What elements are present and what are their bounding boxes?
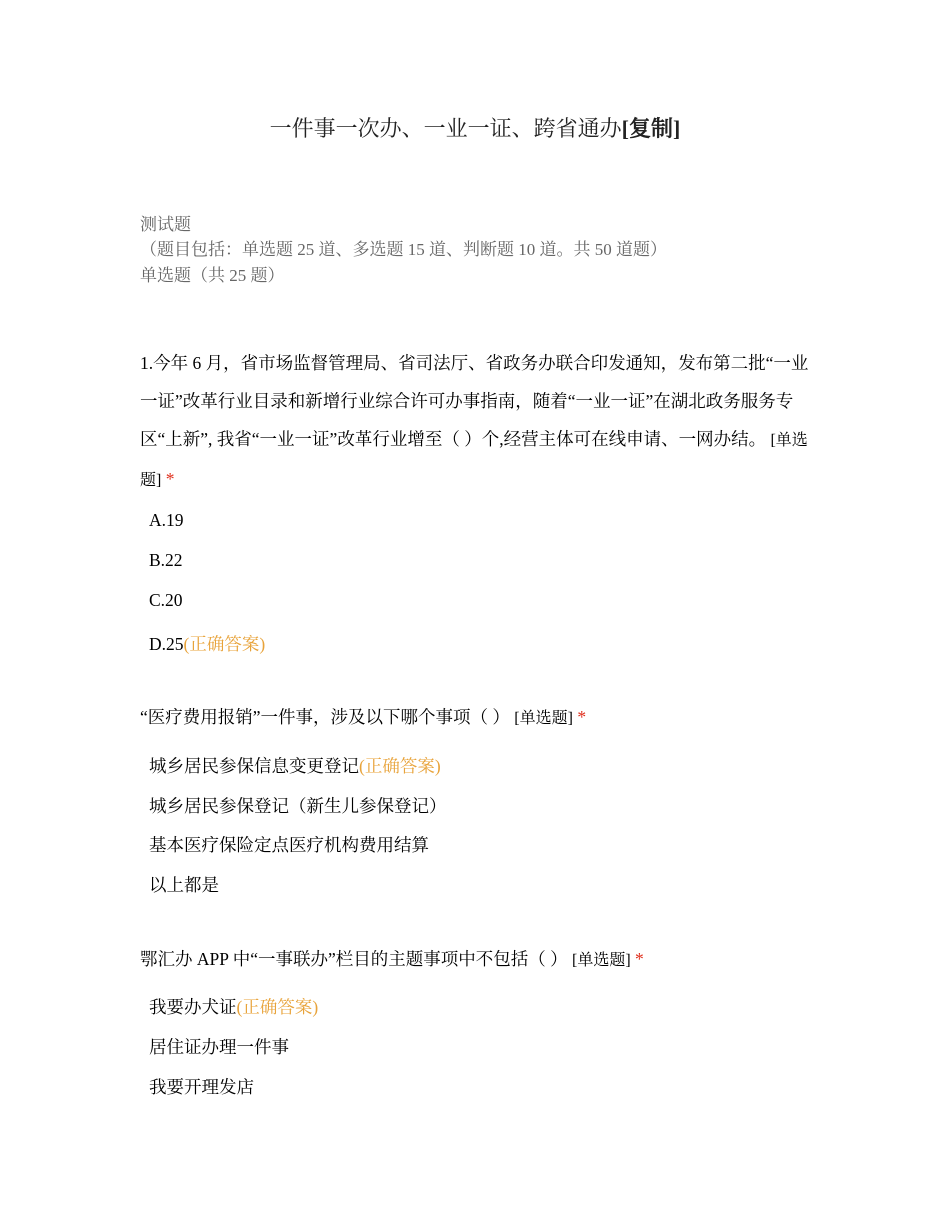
title-main: 一件事一次办、一业一证、跨省通办	[269, 116, 622, 141]
q1-option-a: A.19	[149, 510, 184, 530]
q3-option-1-label: 我要办犬证	[149, 997, 237, 1017]
question-1	[140, 344, 812, 500]
document-title	[0, 112, 950, 143]
q1-option-b: B.22	[149, 550, 183, 570]
q3-option-1	[149, 994, 318, 1019]
section-label: 测试题	[140, 215, 191, 234]
question-3-type: [单选题]	[572, 952, 631, 969]
question-1-type: [单选题]	[140, 432, 808, 489]
question-summary: （题目包括：单选题 25 道、多选题 15 道、判断题 10 道。共 50 道题）	[140, 240, 667, 259]
q2-option-3: 基本医疗保险定点医疗机构费用结算	[149, 835, 429, 855]
correct-answer-marker: (正确答案)	[236, 997, 319, 1017]
part-label: 单选题（共 25 题）	[140, 266, 285, 285]
q1-option-d-label: D.25	[149, 634, 184, 654]
q1-option-d	[149, 631, 265, 656]
q2-option-2: 城乡居民参保登记（新生儿参保登记）	[149, 796, 447, 816]
q3-option-3: 我要开理发店	[149, 1077, 254, 1097]
correct-answer-marker: (正确答案)	[183, 634, 266, 654]
question-2-type: [单选题]	[514, 710, 573, 727]
correct-answer-marker: (正确答案)	[359, 756, 441, 776]
title-suffix: [复制]	[621, 116, 681, 141]
question-2	[140, 698, 812, 738]
question-2-text: “医疗费用报销”一件事，涉及以下哪个事项（ ）	[140, 707, 510, 727]
q2-option-1	[149, 753, 441, 778]
q1-option-c: C.20	[149, 590, 183, 610]
q3-option-2: 居住证办理一件事	[149, 1037, 289, 1057]
required-marker: *	[577, 707, 587, 727]
required-marker: *	[635, 949, 644, 969]
question-1-text: 1.今年 6 月，省市场监督管理局、省司法厅、省政务办联合印发通知，发布第二批“一业一证”改革行业目录和新增行业综合许可办事指南，随着“一业一证”在湖北政务服务专区“上新”, 我省“一业一证”改革行业增至（ ）个,经营主体可在线申请、一网办结。	[140, 353, 809, 449]
q2-option-4: 以上都是	[149, 875, 219, 895]
q2-option-1-label: 城乡居民参保信息变更登记	[149, 756, 359, 776]
required-marker: *	[165, 469, 175, 489]
question-3-text: 鄂汇办 APP 中“一事联办”栏目的主题事项中不包括（ ）	[140, 949, 568, 969]
question-3	[140, 940, 812, 980]
